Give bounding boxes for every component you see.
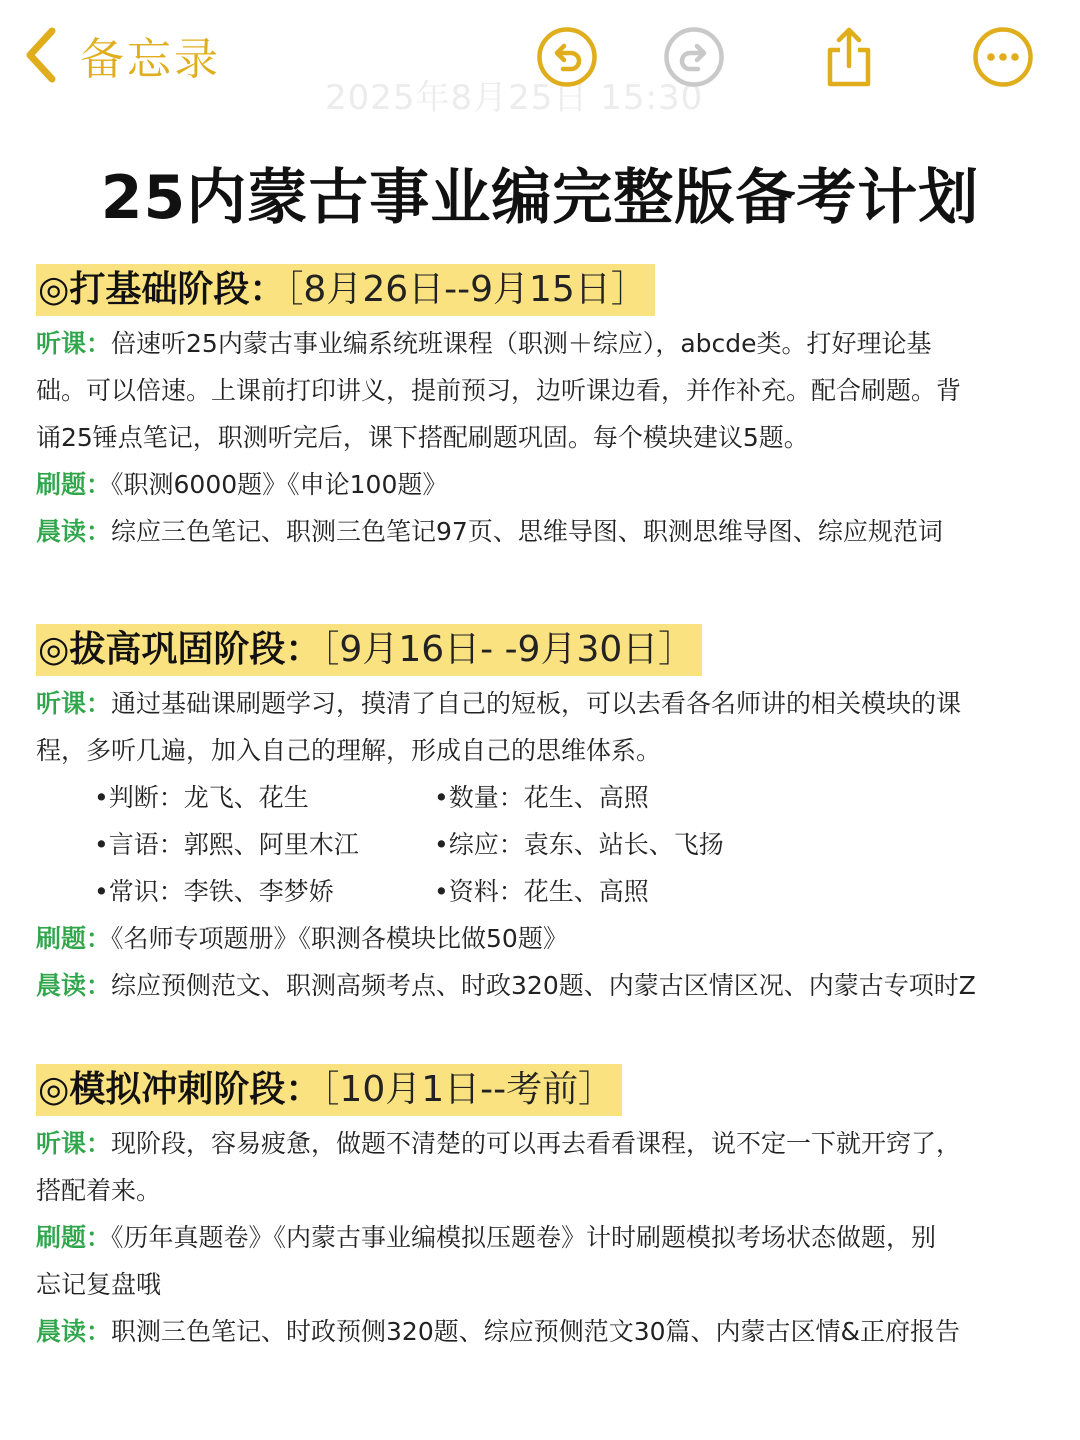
share-button[interactable] <box>818 26 880 88</box>
teacher-item[interactable]: •判断：龙飞、花生 <box>94 783 309 812</box>
stage-section <box>36 624 1046 1009</box>
listen-label: 听课： <box>36 689 112 718</box>
read-text: 综应预侧范文、职测高频考点、时政320题、内蒙古区情区况、内蒙古专项时Z <box>111 971 976 1000</box>
stage-heading <box>36 1064 622 1116</box>
practice-text: 《职测6000题》《申论100题》 <box>111 470 448 499</box>
listen-label: 听课： <box>36 329 112 358</box>
listen-line[interactable]: 诵25锤点笔记，职测听完后，课下搭配刷题巩固。每个模块建议5题。 <box>36 423 809 452</box>
teacher-item[interactable]: •常识：李铁、李梦娇 <box>94 877 334 906</box>
practice-label: 刷题： <box>36 924 112 953</box>
stage-name: ◎拔高巩固阶段： <box>38 629 322 670</box>
toolbar <box>0 0 1080 118</box>
listen-text: 现阶段，容易疲惫，做题不清楚的可以再去看看课程，说不定一下就开窍了， <box>111 1129 962 1158</box>
stage-section <box>36 264 1046 555</box>
teacher-list <box>36 774 1046 915</box>
practice-label: 刷题： <box>36 470 112 499</box>
listen-text: 倍速听25内蒙古事业编系统班课程（职测＋综应），abcde类。打好理论基 <box>111 329 932 358</box>
stage-heading <box>36 264 655 316</box>
listen-line[interactable]: 程，多听几遍，加入自己的理解，形成自己的思维体系。 <box>36 736 662 765</box>
stage-name: ◎模拟冲刺阶段： <box>38 1069 322 1110</box>
listen-label: 听课： <box>36 1129 112 1158</box>
stage-name: ◎打基础阶段： <box>38 269 286 310</box>
share-icon <box>818 26 880 88</box>
undo-button[interactable] <box>536 26 598 88</box>
practice-text: 《名师专项题册》《职测各模块比做50题》 <box>111 924 568 953</box>
stage-date: ［9月16日- -9月30日］ <box>321 629 695 670</box>
teacher-item[interactable]: •资料：花生、高照 <box>434 877 649 906</box>
listen-text: 通过基础课刷题学习，摸清了自己的短板，可以去看各名师讲的相关模块的课 <box>111 689 962 718</box>
read-line[interactable] <box>36 962 1046 1009</box>
read-text: 综应三色笔记、职测三色笔记97页、思维导图、职测思维导图、综应规范词 <box>111 517 943 546</box>
teacher-item[interactable]: •综应：袁东、站长、飞扬 <box>434 830 724 859</box>
practice-line[interactable] <box>36 461 1046 508</box>
listen-line[interactable] <box>36 680 1046 727</box>
read-line[interactable] <box>36 1308 1046 1355</box>
read-text: 职测三色笔记、时政预侧320题、综应预侧范文30篇、内蒙古区情&正府报告 <box>111 1317 961 1346</box>
stage-body <box>36 320 1046 555</box>
stage-body <box>36 680 1046 1009</box>
practice-line[interactable]: 忘记复盘哦 <box>36 1270 162 1299</box>
listen-line[interactable] <box>36 1120 1046 1167</box>
redo-icon <box>663 26 725 88</box>
practice-text: 《历年真题卷》《内蒙古事业编模拟压题卷》计时刷题模拟考场状态做题，别 <box>111 1223 937 1252</box>
listen-line[interactable] <box>36 320 1046 367</box>
teacher-item[interactable]: •言语：郭熙、阿里木江 <box>94 830 359 859</box>
stage-heading <box>36 624 702 676</box>
back-button[interactable] <box>22 24 221 86</box>
note-title[interactable]: 25内蒙古事业编完整版备考计划 <box>100 163 980 233</box>
stage-section <box>36 1064 1046 1355</box>
read-label: 晨读： <box>36 971 112 1000</box>
stage-date: ［10月1日--考前］ <box>321 1069 615 1110</box>
more-button[interactable] <box>972 26 1034 88</box>
redo-button[interactable] <box>663 26 725 88</box>
listen-line[interactable]: 搭配着来。 <box>36 1176 162 1205</box>
read-line[interactable] <box>36 508 1046 555</box>
stage-date: ［8月26日--9月15日］ <box>285 269 647 310</box>
listen-line[interactable]: 础。可以倍速。上课前打印讲义，提前预习，边听课边看，并作补充。配合刷题。背 <box>36 376 962 405</box>
undo-icon <box>536 26 598 88</box>
read-label: 晨读： <box>36 1317 112 1346</box>
read-label: 晨读： <box>36 517 112 546</box>
practice-label: 刷题： <box>36 1223 112 1252</box>
back-label: 备忘录 <box>80 34 221 85</box>
stage-body <box>36 1120 1046 1355</box>
practice-line[interactable] <box>36 1214 1046 1261</box>
practice-line[interactable] <box>36 915 1046 962</box>
note-date-ghost: 2025年8月25日 15:30 <box>325 78 704 118</box>
teacher-item[interactable]: •数量：花生、高照 <box>434 783 649 812</box>
back-chevron-icon <box>22 25 62 85</box>
more-icon <box>972 26 1034 88</box>
